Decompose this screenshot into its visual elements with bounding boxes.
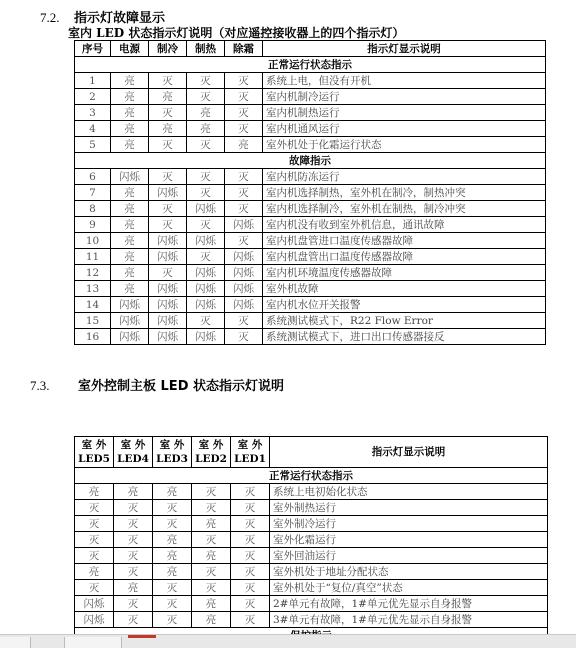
status-cell: 亮: [187, 121, 225, 137]
status-cell: 8: [75, 201, 111, 217]
table-row: [75, 329, 546, 345]
table-row: [75, 105, 546, 121]
description-cell: 系统上电，但没有开机: [263, 73, 546, 89]
table-row: [75, 596, 548, 612]
status-cell: 3: [75, 105, 111, 121]
description-cell: 室内机盘管出口温度传感器故障: [263, 249, 546, 265]
description-cell: 系统测试模式下，进口出口传感器接反: [263, 329, 546, 345]
status-cell: 闪烁: [225, 281, 263, 297]
status-cell: 灭: [75, 580, 114, 596]
section-7-3-heading: [30, 375, 284, 394]
status-cell: 灭: [153, 612, 192, 628]
table-row: [75, 532, 548, 548]
header-cell: 室 外 LED3: [153, 437, 192, 468]
status-cell: 6: [75, 169, 111, 185]
table-row: [75, 612, 548, 628]
table-row: [75, 121, 546, 137]
status-cell: 亮: [111, 185, 149, 201]
status-cell: 灭: [149, 73, 187, 89]
status-cell: 灭: [231, 596, 270, 612]
status-cell: 灭: [153, 580, 192, 596]
section-number: 7.3.: [30, 378, 50, 393]
status-cell: 灭: [114, 516, 153, 532]
header-cell: 除霜: [225, 41, 263, 57]
status-cell: 灭: [114, 548, 153, 564]
status-cell: 闪烁: [187, 201, 225, 217]
table-row: [75, 548, 548, 564]
status-cell: 亮: [111, 201, 149, 217]
status-cell: 灭: [225, 121, 263, 137]
status-cell: 灭: [153, 596, 192, 612]
status-cell: 亮: [153, 548, 192, 564]
status-cell: 亮: [111, 73, 149, 89]
table-row: [75, 500, 548, 516]
status-cell: 闪烁: [75, 596, 114, 612]
table-row: [75, 281, 546, 297]
taskbar-indicator: [128, 635, 156, 638]
table-row: [75, 313, 546, 329]
status-cell: 闪烁: [187, 329, 225, 345]
status-cell: 灭: [231, 580, 270, 596]
status-cell: 灭: [225, 169, 263, 185]
status-cell: 灭: [114, 564, 153, 580]
status-cell: 灭: [231, 484, 270, 500]
taskbar-tab[interactable]: [64, 637, 122, 648]
status-cell: 灭: [187, 73, 225, 89]
status-cell: 亮: [75, 564, 114, 580]
status-cell: 灭: [231, 532, 270, 548]
section-title: 室外控制主板 LED 状态指示灯说明: [78, 379, 285, 394]
header-cell: 指示灯显示说明: [270, 437, 548, 468]
header-cell: 指示灯显示说明: [263, 41, 546, 57]
status-cell: 亮: [114, 484, 153, 500]
status-cell: 灭: [187, 169, 225, 185]
status-cell: 闪烁: [111, 297, 149, 313]
status-cell: 灭: [153, 516, 192, 532]
status-cell: 灭: [114, 612, 153, 628]
table-row: [75, 185, 546, 201]
description-cell: 室外回油运行: [270, 548, 548, 564]
indoor-led-table: [74, 40, 546, 345]
header-cell: 制冷: [149, 41, 187, 57]
status-cell: 13: [75, 281, 111, 297]
description-cell: 室内机选择制热，室外机在制冷，制热冲突: [263, 185, 546, 201]
description-cell: 室外机处于“复位/真空”状态: [270, 580, 548, 596]
status-cell: 14: [75, 297, 111, 313]
status-cell: 亮: [149, 121, 187, 137]
header-cell: 室 外 LED4: [114, 437, 153, 468]
group-header-row: [75, 468, 548, 484]
description-cell: 3#单元有故障，1#单元优先显示自身报警: [270, 612, 548, 628]
status-cell: 灭: [225, 233, 263, 249]
status-cell: 灭: [192, 532, 231, 548]
group-header: 正常运行状态指示: [75, 468, 548, 484]
status-cell: 灭: [225, 329, 263, 345]
status-cell: 亮: [153, 532, 192, 548]
status-cell: 亮: [192, 612, 231, 628]
status-cell: 灭: [225, 185, 263, 201]
status-cell: 闪烁: [149, 313, 187, 329]
description-cell: 室外化霜运行: [270, 532, 548, 548]
status-cell: 灭: [187, 89, 225, 105]
status-cell: 灭: [231, 548, 270, 564]
status-cell: 亮: [192, 596, 231, 612]
description-cell: 室内机盘管进口温度传感器故障: [263, 233, 546, 249]
status-cell: 9: [75, 217, 111, 233]
status-cell: 10: [75, 233, 111, 249]
status-cell: 灭: [225, 313, 263, 329]
indoor-led-subtitle: 室内 LED 状态指示灯说明（对应遥控接收器上的四个指示灯）: [68, 26, 405, 40]
status-cell: 灭: [149, 201, 187, 217]
table-row: [75, 484, 548, 500]
group-header-row: [75, 153, 546, 169]
status-cell: 闪烁: [111, 169, 149, 185]
status-cell: 灭: [149, 265, 187, 281]
status-cell: 灭: [187, 217, 225, 233]
description-cell: 室内机通风运行: [263, 121, 546, 137]
description-cell: 室内机制热运行: [263, 105, 546, 121]
header-cell: 室 外 LED2: [192, 437, 231, 468]
status-cell: 2: [75, 89, 111, 105]
status-cell: 闪烁: [225, 297, 263, 313]
table-header-row: [75, 437, 548, 468]
status-cell: 亮: [111, 89, 149, 105]
status-cell: 闪烁: [225, 265, 263, 281]
status-cell: 亮: [111, 281, 149, 297]
group-header: 正常运行状态指示: [75, 57, 546, 73]
group-header: 故障指示: [75, 153, 546, 169]
status-cell: 15: [75, 313, 111, 329]
status-cell: 亮: [114, 580, 153, 596]
status-cell: 灭: [149, 217, 187, 233]
status-cell: 亮: [75, 484, 114, 500]
header-cell: 电源: [111, 41, 149, 57]
status-cell: 亮: [153, 484, 192, 500]
section-number: 7.2.: [40, 10, 60, 25]
header-cell: 制热: [187, 41, 225, 57]
outdoor-led-table: [74, 436, 548, 644]
status-cell: 亮: [192, 548, 231, 564]
header-cell: 室 外 LED1: [231, 437, 270, 468]
status-cell: 灭: [187, 313, 225, 329]
status-cell: 灭: [187, 185, 225, 201]
status-cell: 灭: [192, 580, 231, 596]
status-cell: 亮: [149, 89, 187, 105]
status-cell: 闪烁: [75, 612, 114, 628]
status-cell: 闪烁: [111, 329, 149, 345]
status-cell: 亮: [111, 233, 149, 249]
description-cell: 室外机处于地址分配状态: [270, 564, 548, 580]
status-cell: 灭: [231, 564, 270, 580]
status-cell: 亮: [111, 217, 149, 233]
status-cell: 灭: [75, 516, 114, 532]
table-header-row: [75, 41, 546, 57]
status-cell: 灭: [149, 169, 187, 185]
status-cell: 亮: [192, 516, 231, 532]
status-cell: 亮: [225, 137, 263, 153]
header-cell: 序号: [75, 41, 111, 57]
status-cell: 灭: [192, 484, 231, 500]
description-cell: 系统测试模式下，R22 Flow Error: [263, 313, 546, 329]
status-cell: 亮: [111, 121, 149, 137]
status-cell: 16: [75, 329, 111, 345]
status-cell: 灭: [192, 500, 231, 516]
status-cell: 闪烁: [149, 249, 187, 265]
status-cell: 11: [75, 249, 111, 265]
description-cell: 室外制冷运行: [270, 516, 548, 532]
status-cell: 灭: [231, 516, 270, 532]
status-cell: 亮: [187, 105, 225, 121]
status-cell: 灭: [149, 105, 187, 121]
status-cell: 闪烁: [149, 281, 187, 297]
table-row: [75, 89, 546, 105]
table-row: [75, 233, 546, 249]
description-cell: 室内机制冷运行: [263, 89, 546, 105]
description-cell: 2#单元有故障，1#单元优先显示自身报警: [270, 596, 548, 612]
status-cell: 灭: [114, 596, 153, 612]
status-cell: 1: [75, 73, 111, 89]
status-cell: 7: [75, 185, 111, 201]
description-cell: 室外机处于化霜运行状态: [263, 137, 546, 153]
status-cell: 闪烁: [149, 329, 187, 345]
status-cell: 闪烁: [187, 265, 225, 281]
status-cell: 灭: [231, 612, 270, 628]
description-cell: 室内机防冻运行: [263, 169, 546, 185]
status-cell: 闪烁: [225, 217, 263, 233]
group-header-row: [75, 57, 546, 73]
table-row: [75, 169, 546, 185]
table-row: [75, 516, 548, 532]
status-cell: 闪烁: [225, 249, 263, 265]
status-cell: 灭: [75, 500, 114, 516]
description-cell: 室内机选择制冷，室外机在制热，制冷冲突: [263, 201, 546, 217]
status-cell: 闪烁: [149, 185, 187, 201]
status-cell: 12: [75, 265, 111, 281]
status-cell: 亮: [153, 564, 192, 580]
status-cell: 亮: [111, 105, 149, 121]
table-row: [75, 297, 546, 313]
table-row: [75, 201, 546, 217]
status-cell: 闪烁: [187, 233, 225, 249]
taskbar-tab[interactable]: [0, 637, 31, 648]
description-cell: 室内机没有收到室外机信息，通讯故障: [263, 217, 546, 233]
status-cell: 亮: [111, 137, 149, 153]
status-cell: 灭: [187, 137, 225, 153]
status-cell: 灭: [225, 201, 263, 217]
table-row: [75, 580, 548, 596]
status-cell: 4: [75, 121, 111, 137]
status-cell: 灭: [75, 532, 114, 548]
status-cell: 闪烁: [149, 297, 187, 313]
description-cell: 室内机环境温度传感器故障: [263, 265, 546, 281]
table-row: [75, 564, 548, 580]
header-cell: 室 外 LED5: [75, 437, 114, 468]
status-cell: 亮: [111, 265, 149, 281]
status-cell: 闪烁: [149, 233, 187, 249]
status-cell: 闪烁: [187, 297, 225, 313]
description-cell: 室外制热运行: [270, 500, 548, 516]
table-row: [75, 137, 546, 153]
status-cell: 灭: [225, 89, 263, 105]
description-cell: 系统上电初始化状态: [270, 484, 548, 500]
table-row: [75, 249, 546, 265]
status-cell: 灭: [225, 105, 263, 121]
status-cell: 灭: [225, 73, 263, 89]
status-cell: 灭: [187, 249, 225, 265]
status-cell: 闪烁: [111, 313, 149, 329]
table-row: [75, 217, 546, 233]
status-cell: 闪烁: [187, 281, 225, 297]
table-row: [75, 265, 546, 281]
bottom-taskbar-strip: [0, 634, 576, 648]
status-cell: 5: [75, 137, 111, 153]
status-cell: 灭: [114, 532, 153, 548]
status-cell: 灭: [231, 500, 270, 516]
status-cell: 灭: [153, 500, 192, 516]
status-cell: 亮: [111, 249, 149, 265]
description-cell: 室内机水位开关报警: [263, 297, 546, 313]
status-cell: 灭: [114, 500, 153, 516]
section-title: 指示灯故障显示: [74, 11, 166, 26]
table-row: [75, 73, 546, 89]
description-cell: 室外机故障: [263, 281, 546, 297]
status-cell: 灭: [75, 548, 114, 564]
status-cell: 灭: [149, 137, 187, 153]
status-cell: 灭: [192, 564, 231, 580]
